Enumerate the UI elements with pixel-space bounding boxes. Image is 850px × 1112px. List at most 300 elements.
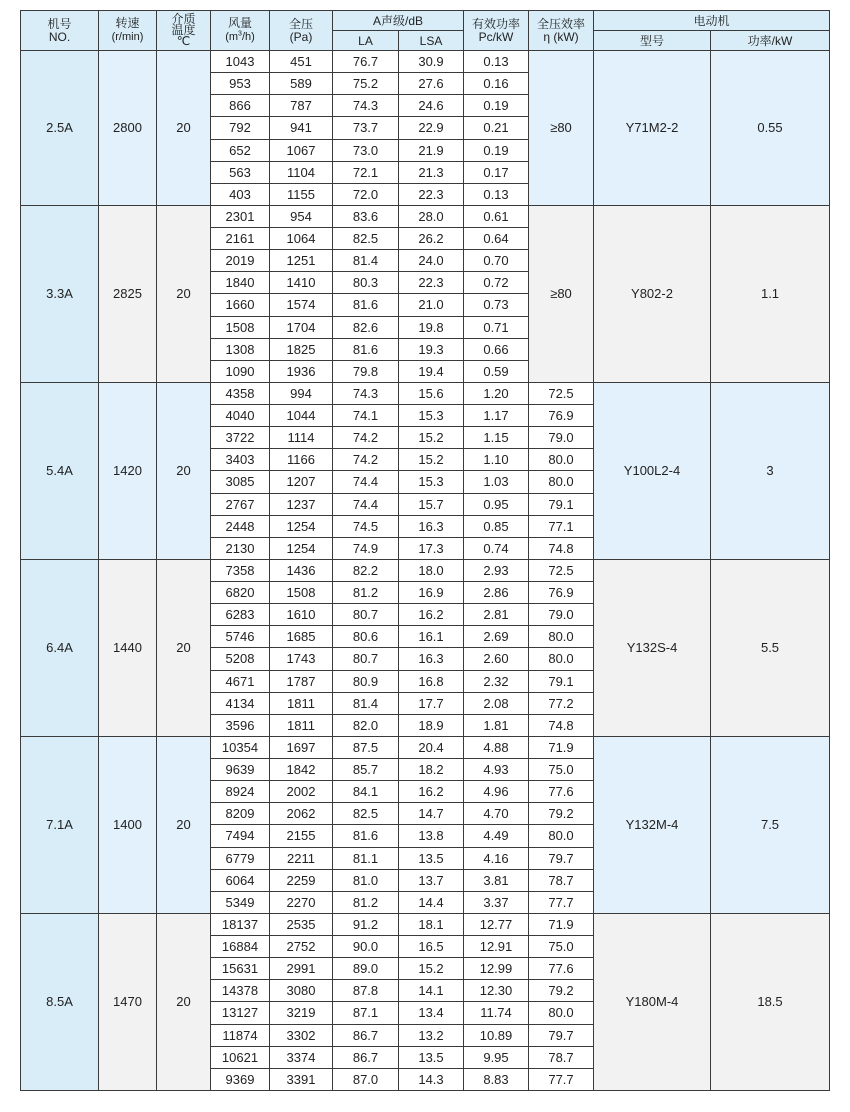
pressure-cell: 1787 bbox=[270, 670, 333, 692]
sound-lsa-cell: 21.3 bbox=[399, 161, 464, 183]
sound-la-cell: 75.2 bbox=[333, 73, 399, 95]
sound-lsa-cell: 15.3 bbox=[399, 405, 464, 427]
pressure-cell: 1114 bbox=[270, 427, 333, 449]
sound-lsa-cell: 24.6 bbox=[399, 95, 464, 117]
speed-cell: 2825 bbox=[99, 205, 157, 382]
efficiency-cell: 80.0 bbox=[529, 648, 594, 670]
airflow-cell: 9369 bbox=[211, 1068, 270, 1090]
sound-lsa-cell: 24.0 bbox=[399, 250, 464, 272]
sound-la-cell: 81.1 bbox=[333, 847, 399, 869]
sound-la-cell: 81.6 bbox=[333, 825, 399, 847]
pressure-cell: 1842 bbox=[270, 759, 333, 781]
airflow-cell: 792 bbox=[211, 117, 270, 139]
sound-la-cell: 80.3 bbox=[333, 272, 399, 294]
eff-power-cell: 2.93 bbox=[464, 559, 529, 581]
sound-lsa-cell: 18.0 bbox=[399, 559, 464, 581]
sound-la-cell: 80.6 bbox=[333, 626, 399, 648]
eff-power-cell: 1.03 bbox=[464, 471, 529, 493]
eff-power-cell: 4.93 bbox=[464, 759, 529, 781]
table-header bbox=[21, 11, 830, 51]
sound-la-cell: 74.1 bbox=[333, 405, 399, 427]
table-row bbox=[21, 913, 830, 935]
sound-la-cell: 81.2 bbox=[333, 582, 399, 604]
sound-lsa-cell: 13.4 bbox=[399, 1002, 464, 1024]
header-total-pressure-unit: (Pa) bbox=[289, 29, 313, 44]
sound-la-cell: 81.4 bbox=[333, 692, 399, 714]
pressure-cell: 2270 bbox=[270, 891, 333, 913]
motor-model-cell: Y132S-4 bbox=[594, 559, 711, 736]
sound-la-cell: 72.0 bbox=[333, 183, 399, 205]
sound-lsa-cell: 16.3 bbox=[399, 515, 464, 537]
sound-la-cell: 89.0 bbox=[333, 958, 399, 980]
pressure-cell: 941 bbox=[270, 117, 333, 139]
model-no-cell: 8.5A bbox=[21, 913, 99, 1090]
pressure-cell: 2211 bbox=[270, 847, 333, 869]
table-row bbox=[21, 205, 830, 227]
pressure-cell: 1067 bbox=[270, 139, 333, 161]
sound-lsa-cell: 17.3 bbox=[399, 537, 464, 559]
sound-la-cell: 81.4 bbox=[333, 250, 399, 272]
eff-power-cell: 0.61 bbox=[464, 205, 529, 227]
header-medium-temp-unit: ℃ bbox=[176, 34, 191, 48]
motor-power-cell: 3 bbox=[711, 382, 830, 559]
header-sound: A声级/dB bbox=[333, 11, 464, 31]
airflow-cell: 9639 bbox=[211, 759, 270, 781]
eff-power-cell: 1.20 bbox=[464, 382, 529, 404]
sound-lsa-cell: 18.1 bbox=[399, 913, 464, 935]
airflow-cell: 8924 bbox=[211, 781, 270, 803]
efficiency-cell: 75.0 bbox=[529, 936, 594, 958]
eff-power-cell: 0.16 bbox=[464, 73, 529, 95]
eff-power-cell: 0.71 bbox=[464, 316, 529, 338]
header-model-no-en: NO. bbox=[48, 29, 71, 44]
eff-power-cell: 4.16 bbox=[464, 847, 529, 869]
sound-lsa-cell: 16.9 bbox=[399, 582, 464, 604]
header-medium-temp-label: 介质 bbox=[171, 12, 196, 26]
efficiency-cell: 79.7 bbox=[529, 1024, 594, 1046]
pressure-cell: 3302 bbox=[270, 1024, 333, 1046]
efficiency-cell: 77.1 bbox=[529, 515, 594, 537]
sound-lsa-cell: 16.3 bbox=[399, 648, 464, 670]
efficiency-cell: 79.0 bbox=[529, 604, 594, 626]
sound-la-cell: 86.7 bbox=[333, 1024, 399, 1046]
header-total-pressure-label: 全压 bbox=[288, 16, 313, 31]
airflow-cell: 1308 bbox=[211, 338, 270, 360]
airflow-cell: 6283 bbox=[211, 604, 270, 626]
eff-power-cell: 4.96 bbox=[464, 781, 529, 803]
sound-la-cell: 82.6 bbox=[333, 316, 399, 338]
efficiency-cell: 79.0 bbox=[529, 427, 594, 449]
motor-power-cell: 18.5 bbox=[711, 913, 830, 1090]
sound-la-cell: 82.5 bbox=[333, 803, 399, 825]
motor-power-cell: 7.5 bbox=[711, 736, 830, 913]
airflow-cell: 6779 bbox=[211, 847, 270, 869]
sound-la-cell: 73.0 bbox=[333, 139, 399, 161]
table-body bbox=[21, 51, 830, 1091]
header-efficiency bbox=[529, 11, 594, 51]
pressure-cell: 1410 bbox=[270, 272, 333, 294]
sound-lsa-cell: 15.6 bbox=[399, 382, 464, 404]
airflow-unit-sup: 3 bbox=[238, 30, 242, 38]
sound-lsa-cell: 21.9 bbox=[399, 139, 464, 161]
pressure-cell: 1237 bbox=[270, 493, 333, 515]
airflow-cell: 2448 bbox=[211, 515, 270, 537]
efficiency-cell: 71.9 bbox=[529, 736, 594, 758]
eff-power-cell: 0.85 bbox=[464, 515, 529, 537]
sound-lsa-cell: 14.3 bbox=[399, 1068, 464, 1090]
eff-power-cell: 2.08 bbox=[464, 692, 529, 714]
sound-lsa-cell: 13.7 bbox=[399, 869, 464, 891]
eff-power-cell: 12.99 bbox=[464, 958, 529, 980]
airflow-cell: 14378 bbox=[211, 980, 270, 1002]
airflow-cell: 5208 bbox=[211, 648, 270, 670]
pressure-cell: 994 bbox=[270, 382, 333, 404]
pressure-cell: 1811 bbox=[270, 692, 333, 714]
temp-cell: 20 bbox=[157, 382, 211, 559]
header-motor: 电动机 bbox=[594, 11, 830, 31]
sound-la-cell: 73.7 bbox=[333, 117, 399, 139]
eff-power-cell: 3.37 bbox=[464, 891, 529, 913]
sound-lsa-cell: 20.4 bbox=[399, 736, 464, 758]
sound-la-cell: 74.3 bbox=[333, 95, 399, 117]
pressure-cell: 1610 bbox=[270, 604, 333, 626]
motor-model-cell: Y180M-4 bbox=[594, 913, 711, 1090]
eff-power-cell: 0.95 bbox=[464, 493, 529, 515]
header-speed-label: 转速 bbox=[115, 16, 140, 30]
airflow-cell: 16884 bbox=[211, 936, 270, 958]
airflow-cell: 1043 bbox=[211, 51, 270, 73]
efficiency-cell: 76.9 bbox=[529, 582, 594, 604]
header-sound-la: LA bbox=[333, 31, 399, 51]
header-efficiency-unit: η (kW) bbox=[543, 29, 579, 44]
sound-la-cell: 72.1 bbox=[333, 161, 399, 183]
table-row bbox=[21, 382, 830, 404]
eff-power-cell: 1.17 bbox=[464, 405, 529, 427]
motor-model-cell: Y132M-4 bbox=[594, 736, 711, 913]
temp-cell: 20 bbox=[157, 559, 211, 736]
sound-lsa-cell: 15.2 bbox=[399, 958, 464, 980]
pressure-cell: 3080 bbox=[270, 980, 333, 1002]
airflow-cell: 1508 bbox=[211, 316, 270, 338]
airflow-cell: 4358 bbox=[211, 382, 270, 404]
sound-la-cell: 87.8 bbox=[333, 980, 399, 1002]
speed-cell: 2800 bbox=[99, 51, 157, 206]
efficiency-cell: 78.7 bbox=[529, 869, 594, 891]
eff-power-cell: 2.60 bbox=[464, 648, 529, 670]
eff-power-cell: 12.30 bbox=[464, 980, 529, 1002]
motor-model-cell: Y71M2-2 bbox=[594, 51, 711, 206]
eff-power-cell: 0.72 bbox=[464, 272, 529, 294]
sound-la-cell: 87.0 bbox=[333, 1068, 399, 1090]
pressure-cell: 1207 bbox=[270, 471, 333, 493]
efficiency-cell: 74.8 bbox=[529, 714, 594, 736]
temp-cell: 20 bbox=[157, 736, 211, 913]
header-airflow-unit bbox=[225, 31, 255, 43]
eff-power-cell: 0.66 bbox=[464, 338, 529, 360]
sound-la-cell: 84.1 bbox=[333, 781, 399, 803]
airflow-unit-post: /h) bbox=[241, 31, 255, 43]
speed-cell: 1440 bbox=[99, 559, 157, 736]
sound-lsa-cell: 22.9 bbox=[399, 117, 464, 139]
header-sound-lsa: LSA bbox=[399, 31, 464, 51]
sound-lsa-cell: 17.7 bbox=[399, 692, 464, 714]
efficiency-cell: 79.1 bbox=[529, 670, 594, 692]
airflow-cell: 866 bbox=[211, 95, 270, 117]
airflow-cell: 953 bbox=[211, 73, 270, 95]
sound-la-cell: 74.2 bbox=[333, 449, 399, 471]
sound-lsa-cell: 16.2 bbox=[399, 604, 464, 626]
pressure-cell: 3219 bbox=[270, 1002, 333, 1024]
eff-power-cell: 2.69 bbox=[464, 626, 529, 648]
efficiency-cell: 77.2 bbox=[529, 692, 594, 714]
efficiency-cell: ≥80 bbox=[529, 205, 594, 382]
sound-la-cell: 86.7 bbox=[333, 1046, 399, 1068]
pressure-cell: 1251 bbox=[270, 250, 333, 272]
pressure-cell: 3391 bbox=[270, 1068, 333, 1090]
eff-power-cell: 2.81 bbox=[464, 604, 529, 626]
eff-power-cell: 0.19 bbox=[464, 139, 529, 161]
model-no-cell: 6.4A bbox=[21, 559, 99, 736]
eff-power-cell: 2.32 bbox=[464, 670, 529, 692]
temp-cell: 20 bbox=[157, 205, 211, 382]
pressure-cell: 1064 bbox=[270, 228, 333, 250]
sound-lsa-cell: 14.1 bbox=[399, 980, 464, 1002]
header-medium-temp bbox=[157, 11, 211, 51]
eff-power-cell: 11.74 bbox=[464, 1002, 529, 1024]
model-no-cell: 3.3A bbox=[21, 205, 99, 382]
airflow-cell: 4040 bbox=[211, 405, 270, 427]
sound-la-cell: 81.6 bbox=[333, 294, 399, 316]
airflow-cell: 7358 bbox=[211, 559, 270, 581]
motor-model-cell: Y802-2 bbox=[594, 205, 711, 382]
model-no-cell: 5.4A bbox=[21, 382, 99, 559]
airflow-cell: 6064 bbox=[211, 869, 270, 891]
efficiency-cell: 80.0 bbox=[529, 825, 594, 847]
airflow-cell: 1840 bbox=[211, 272, 270, 294]
efficiency-cell: 80.0 bbox=[529, 471, 594, 493]
sound-lsa-cell: 16.2 bbox=[399, 781, 464, 803]
airflow-cell: 2161 bbox=[211, 228, 270, 250]
airflow-cell: 2019 bbox=[211, 250, 270, 272]
eff-power-cell: 0.73 bbox=[464, 294, 529, 316]
speed-cell: 1420 bbox=[99, 382, 157, 559]
eff-power-cell: 0.19 bbox=[464, 95, 529, 117]
table-row bbox=[21, 559, 830, 581]
airflow-cell: 10354 bbox=[211, 736, 270, 758]
sound-la-cell: 74.5 bbox=[333, 515, 399, 537]
sound-lsa-cell: 19.8 bbox=[399, 316, 464, 338]
sound-la-cell: 82.5 bbox=[333, 228, 399, 250]
header-eff-power-label: 有效功率 bbox=[471, 16, 520, 31]
header-speed bbox=[99, 11, 157, 51]
pressure-cell: 1825 bbox=[270, 338, 333, 360]
airflow-cell: 11874 bbox=[211, 1024, 270, 1046]
sound-la-cell: 81.6 bbox=[333, 338, 399, 360]
efficiency-cell: 77.7 bbox=[529, 891, 594, 913]
sound-lsa-cell: 15.3 bbox=[399, 471, 464, 493]
header-airflow bbox=[211, 11, 270, 51]
efficiency-cell: 77.6 bbox=[529, 781, 594, 803]
airflow-cell: 2301 bbox=[211, 205, 270, 227]
pressure-cell: 1704 bbox=[270, 316, 333, 338]
sound-lsa-cell: 14.4 bbox=[399, 891, 464, 913]
sound-lsa-cell: 22.3 bbox=[399, 183, 464, 205]
pressure-cell: 2259 bbox=[270, 869, 333, 891]
sound-lsa-cell: 19.4 bbox=[399, 360, 464, 382]
motor-power-cell: 0.55 bbox=[711, 51, 830, 206]
sound-la-cell: 74.4 bbox=[333, 471, 399, 493]
eff-power-cell: 1.10 bbox=[464, 449, 529, 471]
airflow-cell: 5349 bbox=[211, 891, 270, 913]
efficiency-cell: 79.2 bbox=[529, 980, 594, 1002]
pressure-cell: 1508 bbox=[270, 582, 333, 604]
eff-power-cell: 4.88 bbox=[464, 736, 529, 758]
efficiency-cell: 78.7 bbox=[529, 1046, 594, 1068]
eff-power-cell: 2.86 bbox=[464, 582, 529, 604]
header-total-pressure bbox=[270, 11, 333, 51]
sound-la-cell: 74.4 bbox=[333, 493, 399, 515]
airflow-cell: 1660 bbox=[211, 294, 270, 316]
pressure-cell: 1254 bbox=[270, 537, 333, 559]
sound-la-cell: 80.7 bbox=[333, 604, 399, 626]
sound-lsa-cell: 13.8 bbox=[399, 825, 464, 847]
table-row bbox=[21, 51, 830, 73]
airflow-cell: 4671 bbox=[211, 670, 270, 692]
airflow-cell: 3403 bbox=[211, 449, 270, 471]
efficiency-cell: 77.6 bbox=[529, 958, 594, 980]
pressure-cell: 1936 bbox=[270, 360, 333, 382]
pressure-cell: 1254 bbox=[270, 515, 333, 537]
speed-cell: 1400 bbox=[99, 736, 157, 913]
airflow-cell: 2767 bbox=[211, 493, 270, 515]
efficiency-cell: 72.5 bbox=[529, 382, 594, 404]
airflow-cell: 3722 bbox=[211, 427, 270, 449]
airflow-cell: 6820 bbox=[211, 582, 270, 604]
sound-la-cell: 83.6 bbox=[333, 205, 399, 227]
pressure-cell: 1697 bbox=[270, 736, 333, 758]
sound-lsa-cell: 18.9 bbox=[399, 714, 464, 736]
airflow-cell: 10621 bbox=[211, 1046, 270, 1068]
airflow-unit-pre: (m bbox=[225, 31, 239, 43]
efficiency-cell: 71.9 bbox=[529, 913, 594, 935]
pressure-cell: 1685 bbox=[270, 626, 333, 648]
efficiency-cell: 75.0 bbox=[529, 759, 594, 781]
header-airflow-label: 风量 bbox=[227, 16, 252, 30]
sound-la-cell: 80.9 bbox=[333, 670, 399, 692]
sound-lsa-cell: 15.2 bbox=[399, 449, 464, 471]
sound-la-cell: 87.1 bbox=[333, 1002, 399, 1024]
pressure-cell: 589 bbox=[270, 73, 333, 95]
eff-power-cell: 12.91 bbox=[464, 936, 529, 958]
pressure-cell: 1574 bbox=[270, 294, 333, 316]
sound-lsa-cell: 18.2 bbox=[399, 759, 464, 781]
header-model-no-cn: 机号 bbox=[47, 16, 72, 31]
eff-power-cell: 1.15 bbox=[464, 427, 529, 449]
pressure-cell: 954 bbox=[270, 205, 333, 227]
temp-cell: 20 bbox=[157, 51, 211, 206]
efficiency-cell: 77.7 bbox=[529, 1068, 594, 1090]
header-motor-power: 功率/kW bbox=[711, 31, 830, 51]
eff-power-cell: 12.77 bbox=[464, 913, 529, 935]
motor-power-cell: 1.1 bbox=[711, 205, 830, 382]
pressure-cell: 2062 bbox=[270, 803, 333, 825]
airflow-cell: 2130 bbox=[211, 537, 270, 559]
sound-lsa-cell: 14.7 bbox=[399, 803, 464, 825]
eff-power-cell: 0.70 bbox=[464, 250, 529, 272]
efficiency-cell: 79.7 bbox=[529, 847, 594, 869]
pressure-cell: 2002 bbox=[270, 781, 333, 803]
sound-la-cell: 74.2 bbox=[333, 427, 399, 449]
sound-lsa-cell: 19.3 bbox=[399, 338, 464, 360]
efficiency-cell: 76.9 bbox=[529, 405, 594, 427]
header-model-no bbox=[21, 11, 99, 51]
pressure-cell: 2155 bbox=[270, 825, 333, 847]
motor-model-cell: Y100L2-4 bbox=[594, 382, 711, 559]
sound-lsa-cell: 15.2 bbox=[399, 427, 464, 449]
airflow-cell: 1090 bbox=[211, 360, 270, 382]
sound-la-cell: 81.0 bbox=[333, 869, 399, 891]
sound-la-cell: 81.2 bbox=[333, 891, 399, 913]
eff-power-cell: 3.81 bbox=[464, 869, 529, 891]
eff-power-cell: 0.21 bbox=[464, 117, 529, 139]
model-no-cell: 7.1A bbox=[21, 736, 99, 913]
eff-power-cell: 8.83 bbox=[464, 1068, 529, 1090]
pressure-cell: 787 bbox=[270, 95, 333, 117]
header-eff-power bbox=[464, 11, 529, 51]
sound-lsa-cell: 30.9 bbox=[399, 51, 464, 73]
sound-lsa-cell: 13.5 bbox=[399, 1046, 464, 1068]
pressure-cell: 1044 bbox=[270, 405, 333, 427]
sound-lsa-cell: 15.7 bbox=[399, 493, 464, 515]
airflow-cell: 652 bbox=[211, 139, 270, 161]
sound-la-cell: 85.7 bbox=[333, 759, 399, 781]
sound-la-cell: 82.0 bbox=[333, 714, 399, 736]
eff-power-cell: 0.74 bbox=[464, 537, 529, 559]
motor-power-cell: 5.5 bbox=[711, 559, 830, 736]
eff-power-cell: 0.64 bbox=[464, 228, 529, 250]
header-efficiency-label: 全压效率 bbox=[536, 16, 585, 31]
sound-la-cell: 74.3 bbox=[333, 382, 399, 404]
airflow-cell: 403 bbox=[211, 183, 270, 205]
sound-lsa-cell: 16.1 bbox=[399, 626, 464, 648]
airflow-cell: 563 bbox=[211, 161, 270, 183]
header-medium-temp-label-2: 温度 bbox=[171, 23, 196, 37]
sound-lsa-cell: 27.6 bbox=[399, 73, 464, 95]
efficiency-cell: 80.0 bbox=[529, 1002, 594, 1024]
sound-lsa-cell: 21.0 bbox=[399, 294, 464, 316]
airflow-cell: 7494 bbox=[211, 825, 270, 847]
pressure-cell: 451 bbox=[270, 51, 333, 73]
airflow-cell: 15631 bbox=[211, 958, 270, 980]
airflow-cell: 3596 bbox=[211, 714, 270, 736]
pressure-cell: 1436 bbox=[270, 559, 333, 581]
pressure-cell: 1743 bbox=[270, 648, 333, 670]
eff-power-cell: 4.49 bbox=[464, 825, 529, 847]
sound-la-cell: 74.9 bbox=[333, 537, 399, 559]
efficiency-cell: 72.5 bbox=[529, 559, 594, 581]
airflow-cell: 5746 bbox=[211, 626, 270, 648]
sound-la-cell: 76.7 bbox=[333, 51, 399, 73]
table-row bbox=[21, 736, 830, 758]
pressure-cell: 2535 bbox=[270, 913, 333, 935]
speed-cell: 1470 bbox=[99, 913, 157, 1090]
airflow-cell: 18137 bbox=[211, 913, 270, 935]
eff-power-cell: 0.13 bbox=[464, 51, 529, 73]
efficiency-cell: 79.2 bbox=[529, 803, 594, 825]
efficiency-cell: 80.0 bbox=[529, 626, 594, 648]
sound-lsa-cell: 13.2 bbox=[399, 1024, 464, 1046]
pressure-cell: 1811 bbox=[270, 714, 333, 736]
